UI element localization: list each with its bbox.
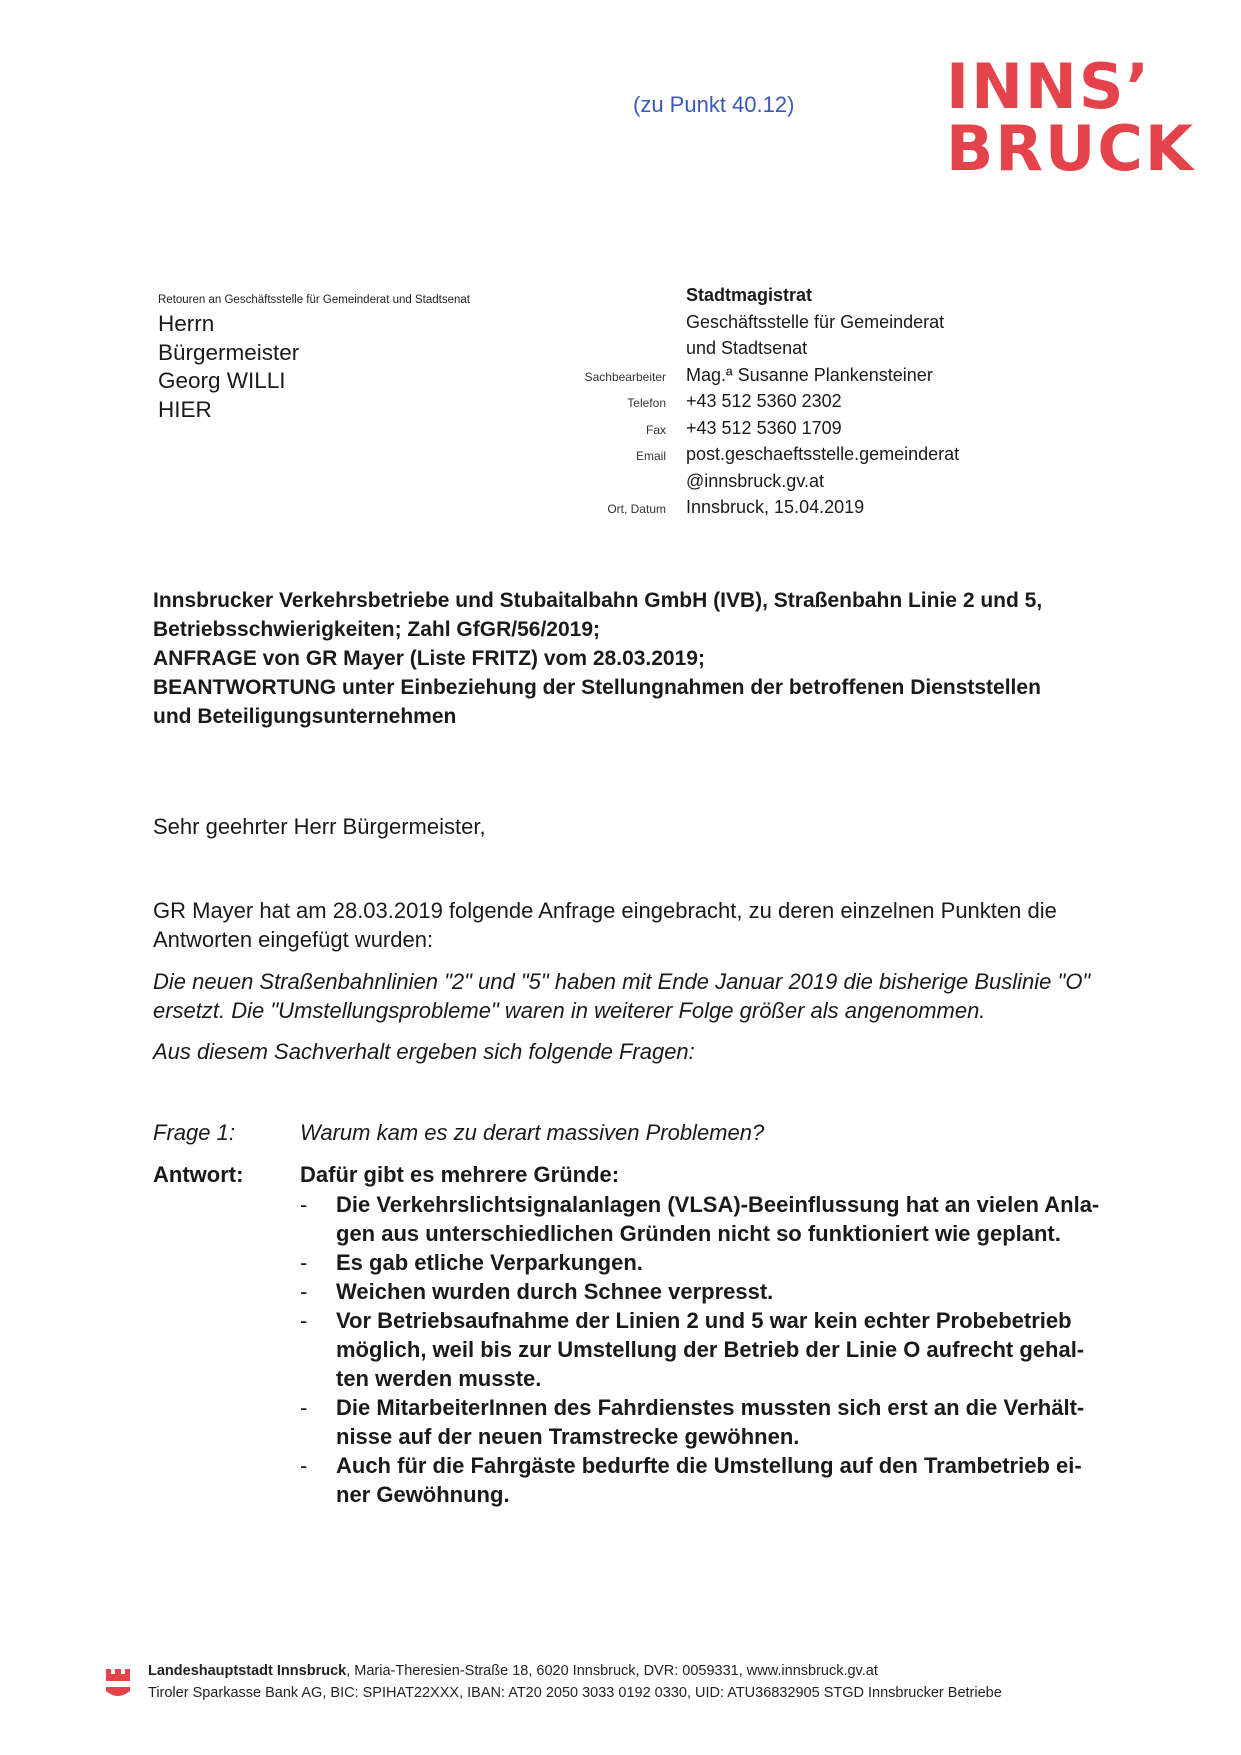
bullet-dash: - xyxy=(300,1308,308,1333)
sender-dept-row-2 xyxy=(470,338,1030,365)
bullet-dash: - xyxy=(300,1250,308,1275)
quote-line: Die neuen Straßenbahnlinien "2" und "5" haben mit Ende Januar 2019 die bisherige Buslinie "O" xyxy=(153,969,1091,994)
recipient-line: Herrn xyxy=(158,311,215,336)
subject-line: Betriebsschwierigkeiten; Zahl GfGR/56/2019; xyxy=(153,618,600,641)
innsbruck-logo xyxy=(946,50,1195,185)
subject-line: Innsbrucker Verkehrsbetriebe und Stubaitalbahn GmbH (IVB), Straßenbahn Linie 2 und 5, xyxy=(153,589,1043,612)
sender-phone-row xyxy=(470,391,1030,418)
bullet-dash: - xyxy=(300,1192,308,1217)
answer-item: - Vor Betriebsaufnahme der Linien 2 und 5 war kein echter Probebetrieb möglich, weil bis zur Umstellung der Betrieb der Linie O aufrecht gehal- ten werden musste. xyxy=(300,1308,1085,1391)
answer-item: - Weichen wurden durch Schnee verpresst. xyxy=(300,1279,774,1304)
answer-item: - Die MitarbeiterInnen des Fahrdienstes mussten sich erst an die Verhält- nisse auf der neuen Tramstrecke gewöhnen. xyxy=(300,1395,1085,1449)
question-text: Warum kam es zu derart massiven Problemen? xyxy=(300,1120,765,1145)
email-value-2: @innsbruck.gv.at xyxy=(686,470,824,491)
sender-fax-row xyxy=(470,418,1030,445)
return-note: Retouren an Geschäftsstelle für Gemeinderat und Stadtsenat xyxy=(158,294,470,306)
phone-value: +43 512 5360 2302 xyxy=(686,391,842,411)
intro-line: GR Mayer hat am 28.03.2019 folgende Anfrage eingebracht, zu deren einzelnen Punkten die xyxy=(153,898,1057,923)
answer-label: Antwort: xyxy=(153,1162,244,1187)
fax-value: +43 512 5360 1709 xyxy=(686,417,842,438)
place-date-value: Innsbruck, 15.04.2019 xyxy=(686,497,865,517)
answer-item: - Es gab etliche Verparkungen. xyxy=(300,1250,643,1275)
answer-intro: Dafür gibt es mehrere Gründe: xyxy=(300,1162,620,1187)
question-label: Frage 1: xyxy=(153,1120,235,1145)
subject-line: ANFRAGE von GR Mayer (Liste FRITZ) vom 28.03.2019; xyxy=(153,647,705,670)
answer-item: - Auch für die Fahrgäste bedurfte die Umstellung auf den Trambetrieb ei- ner Gewöhnung. xyxy=(300,1453,1082,1507)
sender-block xyxy=(470,285,1030,524)
sender-email-row-2 xyxy=(470,471,1030,498)
sender-date-row xyxy=(470,497,1030,524)
sender-dept-1: Geschäftsstelle für Gemeinderat xyxy=(686,311,945,332)
logo-line-1: INNS’ xyxy=(946,50,1152,123)
footer-line-1 xyxy=(148,1660,1002,1682)
recipient-line: Georg WILLI xyxy=(158,368,286,393)
fax-label: Fax xyxy=(645,422,666,437)
logo-line-2: BRUCK xyxy=(946,112,1195,185)
email-label: Email xyxy=(635,449,666,463)
clerk-label: Sachbearbeiter xyxy=(584,369,666,384)
footer-line-2: Tiroler Sparkasse Bank AG, BIC: SPIHAT22XXX, IBAN: AT20 2050 3033 0192 0330, UID: ATU36832905 STGD Innsbrucker Betriebe xyxy=(148,1685,1002,1701)
sender-org-row xyxy=(470,285,1030,312)
phone-label: Telefon xyxy=(627,396,666,410)
innsbruck-crest-icon xyxy=(104,1665,132,1705)
quote-line: ersetzt. Die "Umstellungsprobleme" waren in weiterer Folge größer als angenommen. xyxy=(153,998,986,1023)
answer-list xyxy=(300,1190,1150,1509)
bullet-dash: - xyxy=(300,1279,308,1304)
footer-address: , Maria-Theresien-Straße 18, 6020 Innsbruck, DVR: 0059331, www.innsbruck.gv.at xyxy=(346,1663,878,1679)
answer-item: - Die Verkehrslichtsignalanlagen (VLSA)-Beeinflussung hat an vielen Anla- gen aus unterschiedlichen Gründen nicht so funktioniert wie geplant. xyxy=(300,1192,1100,1246)
recipient-address xyxy=(158,310,299,424)
subject-block xyxy=(153,586,1133,731)
subject-line: BEANTWORTUNG unter Einbeziehung der Stellungnahmen der betroffenen Dienststellen xyxy=(153,676,1041,699)
reference-note: (zu Punkt 40.12) xyxy=(633,92,795,117)
sender-email-row xyxy=(470,444,1030,471)
inquiry-quote xyxy=(153,967,1143,1025)
intro-line: Antworten eingefügt wurden: xyxy=(153,927,434,952)
sender-dept-row-1 xyxy=(470,312,1030,339)
bullet-dash: - xyxy=(300,1453,308,1478)
clerk-name: Mag.ª Susanne Plankensteiner xyxy=(686,364,933,385)
place-date-label: Ort, Datum xyxy=(607,502,666,516)
inquiry-question-intro: Aus diesem Sachverhalt ergeben sich folgende Fragen: xyxy=(153,1039,695,1064)
footer xyxy=(148,1660,1002,1704)
footer-city: Landeshauptstadt Innsbruck xyxy=(148,1663,347,1679)
bullet-dash: - xyxy=(300,1395,308,1420)
sender-org: Stadtmagistrat xyxy=(686,285,813,305)
recipient-line: Bürgermeister xyxy=(158,339,300,365)
subject-line: und Beteiligungsunternehmen xyxy=(153,705,457,728)
recipient-line: HIER xyxy=(158,396,212,422)
email-value-1: post.geschaeftsstelle.gemeinderat xyxy=(686,444,960,464)
greeting: Sehr geehrter Herr Bürgermeister, xyxy=(153,814,486,839)
sender-dept-2: und Stadtsenat xyxy=(686,338,808,358)
intro-paragraph xyxy=(153,896,1143,954)
sender-clerk-row xyxy=(470,365,1030,392)
